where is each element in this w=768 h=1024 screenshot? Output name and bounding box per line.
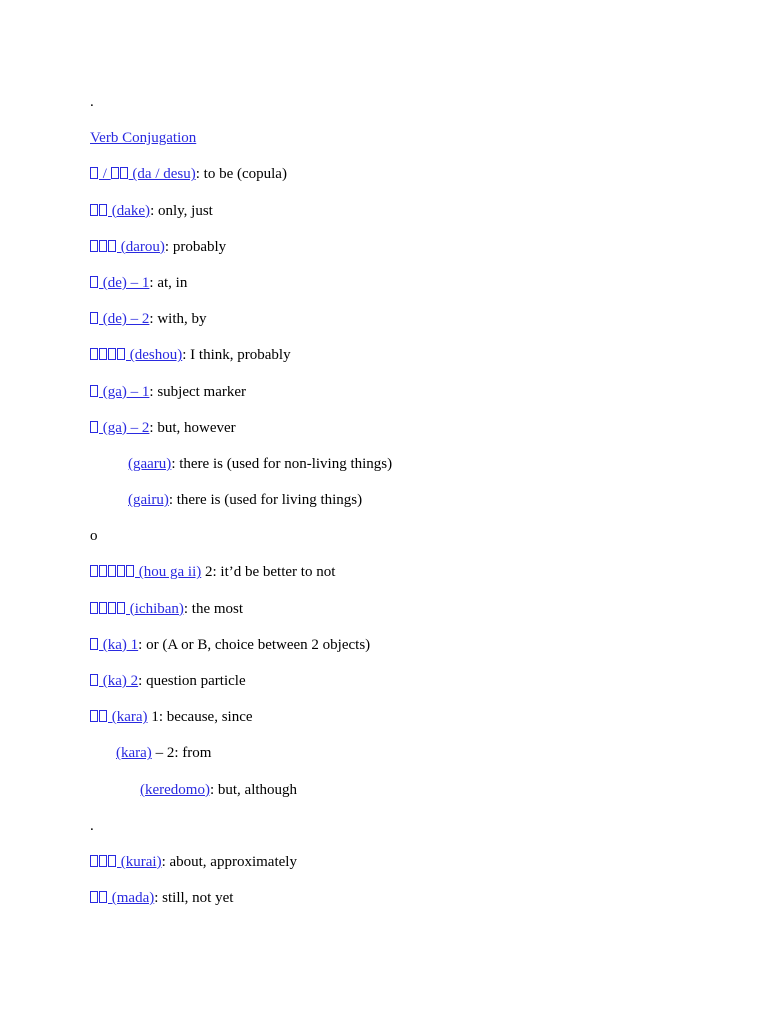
link-text: (darou)	[117, 238, 165, 255]
link-text: (ga) – 1	[99, 383, 150, 400]
entry-da-desu	[90, 164, 710, 200]
entry-ka-1	[90, 635, 710, 671]
entry-darou	[90, 237, 710, 273]
document-page	[90, 92, 710, 924]
entry-gaaru	[90, 454, 710, 490]
definition-text: : there is (used for living things)	[168, 492, 363, 509]
missing-glyph-icon	[90, 240, 98, 252]
entry-keredomo	[90, 780, 710, 816]
missing-glyph-icon	[108, 855, 116, 867]
missing-glyph-icon	[90, 638, 98, 650]
missing-glyph-icon	[90, 674, 98, 686]
link-text: (ga) – 2	[99, 419, 150, 436]
missing-glyph-icon	[90, 385, 98, 397]
missing-glyph-icon	[108, 565, 116, 577]
missing-glyph-icon	[111, 167, 119, 179]
entry-link-ga-2[interactable]	[90, 420, 149, 436]
entry-link-keredomo[interactable]	[90, 782, 210, 798]
blank-underline	[90, 743, 116, 763]
entry-dot1	[90, 92, 710, 128]
entry-kurai	[90, 852, 710, 888]
entry-dot2	[90, 816, 710, 852]
missing-glyph-icon	[108, 240, 116, 252]
missing-glyph-icon	[99, 602, 107, 614]
definition-text: : question particle	[138, 673, 246, 689]
missing-glyph-icon	[99, 240, 107, 252]
entry-mada	[90, 888, 710, 924]
definition-text: : about, approximately	[161, 853, 297, 870]
entry-ichiban	[90, 599, 710, 635]
link-text: (gairu)	[128, 492, 169, 509]
missing-glyph-icon	[99, 891, 107, 903]
definition-text: : or (A or B, choice between 2 objects)	[138, 636, 371, 653]
definition-text: : the most	[183, 600, 244, 617]
entry-link-kara-1[interactable]	[90, 709, 148, 725]
missing-glyph-icon	[99, 565, 107, 577]
link-text: (mada)	[108, 890, 155, 907]
entry-kara-1	[90, 707, 710, 743]
entry-ka-2	[90, 671, 710, 707]
entry-deshou	[90, 345, 710, 381]
link-text: (ka) 2	[99, 673, 139, 689]
definition-text: : still, not yet	[154, 890, 234, 907]
entry-link-ka-1[interactable]	[90, 637, 138, 653]
definition-text: : but, although	[209, 781, 298, 798]
definition-text: – 2: from	[151, 745, 212, 762]
link-text: (de) – 1	[99, 274, 150, 291]
missing-glyph-icon	[120, 167, 128, 179]
entry-link-ichiban[interactable]	[90, 601, 184, 617]
entry-link-darou[interactable]	[90, 239, 165, 255]
entry-link-hou-ga-ii[interactable]	[90, 564, 201, 580]
definition-text: : with, by	[149, 311, 207, 328]
link-text: (kara)	[108, 709, 148, 726]
missing-glyph-icon	[90, 710, 98, 722]
missing-glyph-icon	[108, 602, 116, 614]
plain-text: .	[90, 817, 94, 834]
definition-text: : probably	[164, 238, 227, 255]
entry-ga-1	[90, 382, 710, 418]
entry-link-verb-conjugation[interactable]	[90, 130, 196, 146]
missing-glyph-icon	[117, 602, 125, 614]
link-text: (dake)	[108, 202, 151, 219]
link-text: (ka) 1	[99, 636, 139, 653]
entry-de-2	[90, 309, 710, 345]
entry-kara-2	[90, 743, 710, 779]
definition-text: : at, in	[149, 274, 188, 291]
definition-text: 1: because, since	[147, 709, 253, 726]
plain-text: .	[90, 94, 94, 110]
missing-glyph-icon	[90, 276, 98, 288]
entry-o	[90, 526, 710, 562]
link-text: (deshou)	[126, 347, 183, 364]
entry-ga-2	[90, 418, 710, 454]
missing-glyph-icon	[108, 348, 116, 360]
missing-glyph-icon	[90, 204, 98, 216]
missing-glyph-icon	[90, 167, 98, 179]
entry-gairu	[90, 490, 710, 526]
entry-link-gaaru[interactable]	[90, 456, 171, 472]
entry-link-de-2[interactable]	[90, 311, 149, 327]
entry-link-kara-2[interactable]	[90, 745, 152, 761]
definition-text: : subject marker	[149, 383, 247, 400]
missing-glyph-icon	[126, 565, 134, 577]
entry-dake	[90, 201, 710, 237]
missing-glyph-icon	[90, 602, 98, 614]
definition-text: : but, however	[149, 419, 236, 436]
missing-glyph-icon	[90, 855, 98, 867]
link-text: (kurai)	[117, 853, 162, 870]
plain-text: o	[90, 528, 98, 545]
link-text: (da / desu)	[128, 166, 196, 183]
missing-glyph-icon	[99, 710, 107, 722]
missing-glyph-icon	[90, 565, 98, 577]
definition-text: 2: it’d be better to not	[201, 564, 336, 581]
link-text: Verb Conjugation	[90, 130, 197, 147]
missing-glyph-icon	[99, 204, 107, 216]
missing-glyph-icon	[117, 348, 125, 360]
definition-text: : there is (used for non-living things)	[171, 455, 393, 472]
link-text: (gaaru)	[128, 455, 172, 472]
link-text: (keredomo)	[140, 781, 210, 798]
definition-text: : only, just	[150, 202, 213, 219]
entry-link-mada[interactable]	[90, 890, 154, 906]
missing-glyph-icon	[90, 421, 98, 433]
link-text: (ichiban)	[126, 600, 184, 617]
entry-link-ga-1[interactable]	[90, 384, 149, 400]
entry-verb-conjugation	[90, 128, 710, 164]
entry-link-deshou[interactable]	[90, 347, 182, 363]
blank-underline	[90, 454, 128, 474]
missing-glyph-icon	[99, 855, 107, 867]
entry-link-de-1[interactable]	[90, 275, 149, 291]
missing-glyph-icon	[90, 891, 98, 903]
definition-text: : to be (copula)	[195, 166, 287, 183]
missing-glyph-icon	[90, 348, 98, 360]
definition-text: : I think, probably	[182, 347, 291, 364]
blank-underline	[90, 780, 140, 800]
entry-de-1	[90, 273, 710, 309]
entry-link-kurai[interactable]	[90, 854, 162, 870]
link-text: (kara)	[116, 745, 152, 762]
entry-link-dake[interactable]	[90, 203, 150, 219]
missing-glyph-icon	[90, 312, 98, 324]
entry-link-gairu[interactable]	[90, 492, 169, 508]
entry-link-da-desu[interactable]: / (da / desu)	[90, 166, 196, 182]
link-text: (hou ga ii)	[135, 564, 202, 581]
entry-hou-ga-ii	[90, 562, 710, 598]
entry-link-ka-2[interactable]	[90, 673, 138, 689]
blank-underline	[90, 490, 128, 510]
missing-glyph-icon	[117, 565, 125, 577]
missing-glyph-icon	[99, 348, 107, 360]
link-text: (de) – 2	[99, 311, 150, 328]
